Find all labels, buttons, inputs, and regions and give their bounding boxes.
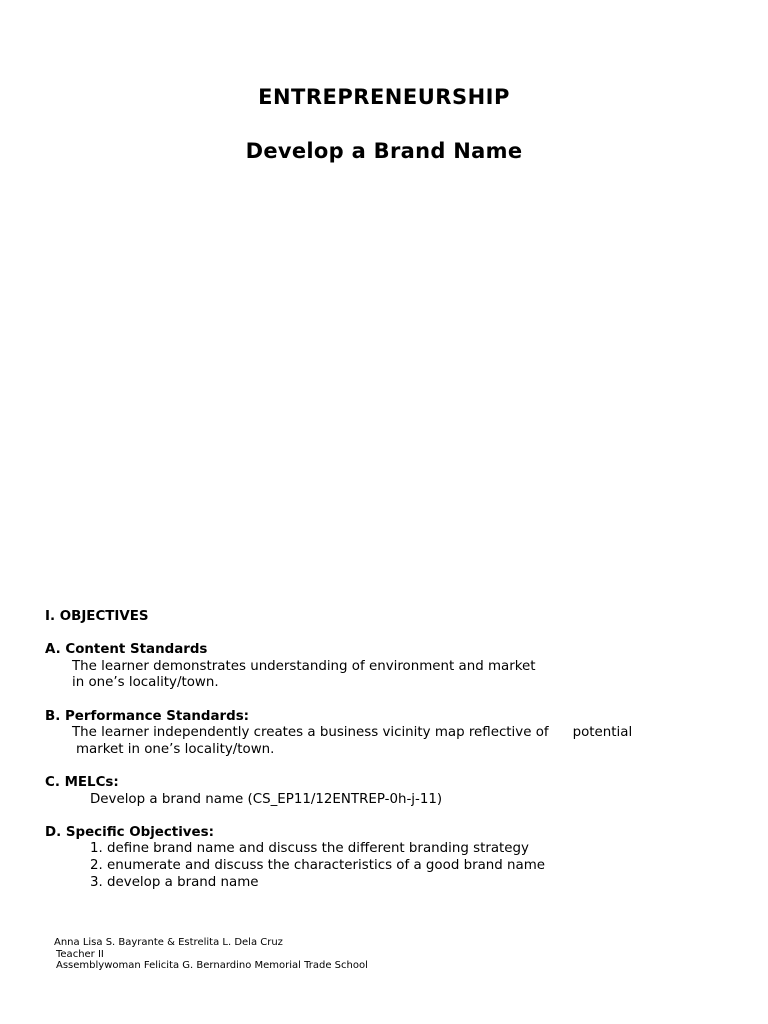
author-footer bbox=[54, 937, 368, 972]
objectives-heading: I. OBJECTIVES bbox=[45, 609, 149, 624]
content-standards-text-2: in one’s locality/town. bbox=[72, 675, 219, 691]
performance-standards-heading: B. Performance Standards: bbox=[45, 708, 250, 724]
specific-objective-item: 1. define brand name and discuss the different branding strategy bbox=[90, 841, 529, 857]
melcs-heading: C. MELCs: bbox=[45, 774, 119, 790]
performance-standards-text-1-main: The learner independently creates a business vicinity map reflective of bbox=[72, 725, 549, 741]
subject-title: ENTREPRENEURSHIP bbox=[258, 85, 510, 109]
performance-standards-text-1-tail: potential bbox=[572, 725, 633, 741]
footer-authors: Anna Lisa S. Bayrante & Estrelita L. Dela Cruz bbox=[54, 937, 283, 948]
footer-school: Assemblywoman Felicita G. Bernardino Memorial Trade School bbox=[56, 960, 368, 972]
specific-objective-item: 2. enumerate and discuss the characteristics of a good brand name bbox=[90, 857, 546, 873]
lesson-title: Develop a Brand Name bbox=[245, 139, 523, 163]
performance-standards-text-2: market in one’s locality/town. bbox=[76, 741, 275, 757]
content-standards-text-1: The learner demonstrates understanding of environment and market bbox=[72, 658, 536, 674]
specific-objectives-heading: D. Specific Objectives: bbox=[45, 824, 214, 840]
specific-objective-item: 3. develop a brand name bbox=[90, 874, 259, 890]
performance-standards-text-1 bbox=[45, 725, 745, 742]
melcs-text: Develop a brand name (CS_EP11/12ENTREP-0h-j-11) bbox=[90, 791, 443, 807]
footer-position: Teacher II bbox=[56, 948, 104, 960]
content-standards-heading: A. Content Standards bbox=[45, 642, 208, 658]
objectives-section bbox=[45, 609, 745, 891]
